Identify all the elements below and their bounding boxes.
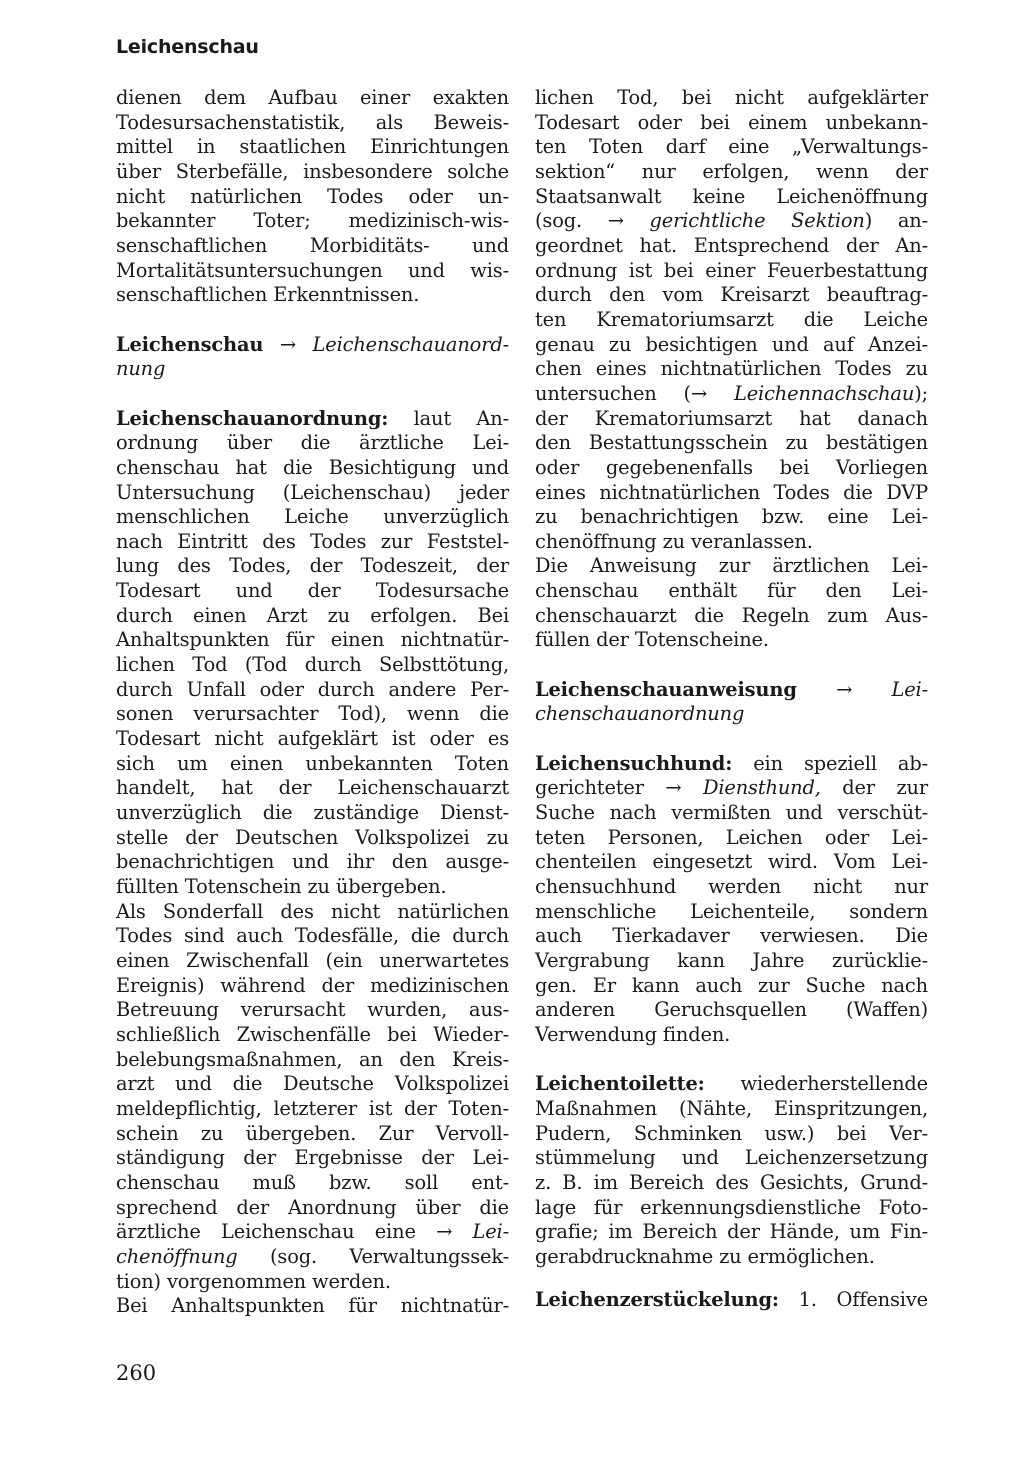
text-line: durch den vom Kreisarzt beauftrag-: [535, 283, 928, 307]
text-line: mittel in staatlichen Einrichtungen: [116, 135, 509, 159]
paragraph-gap: [535, 1270, 928, 1288]
text-line: Suche nach vermißten und verschüt-: [535, 801, 928, 825]
text-line: [535, 382, 928, 407]
text-line: sich um einen unbekannten Toten: [116, 751, 509, 775]
text-line: Todes sind auch Todesfälle, die durch: [116, 924, 509, 948]
entry-term: Leichenschauanordnung:: [116, 406, 389, 430]
text-segment: ärztliche Leichenschau eine →: [116, 1220, 473, 1244]
text-line: genau zu besichtigen und auf Anzei-: [535, 332, 928, 356]
text-line: einen Zwischenfall (ein unerwartetes: [116, 948, 509, 972]
text-line: meldepflichtig, letzterer ist der Toten-: [116, 1096, 509, 1120]
text-segment: untersuchen (→: [535, 381, 734, 405]
text-line: [116, 1220, 509, 1245]
text-segment: (sog. →: [535, 209, 650, 233]
text-line: [535, 776, 928, 801]
right-column: [535, 86, 928, 1312]
text-line: Die Anweisung zur ärztlichen Lei-: [535, 554, 928, 578]
text-line: ten Toten darf eine „Verwaltungs-: [535, 135, 928, 159]
text-segment: →: [263, 332, 313, 356]
text-line: teten Personen, Leichen oder Lei-: [535, 825, 928, 849]
paragraph-gap: [535, 727, 928, 752]
text-line: den Bestattungsschein zu bestätigen: [535, 431, 928, 455]
entry-term: Leichenschauanweisung: [535, 677, 797, 701]
text-line: chensuchhund werden nicht nur: [535, 875, 928, 898]
text-line: Todesursachenstatistik, als Beweis-: [116, 110, 509, 134]
paragraph-gap: [535, 653, 928, 678]
text-line: ten Krematoriumsarzt die Leiche: [535, 307, 928, 331]
text-line: [116, 333, 509, 358]
text-line: Verwendung finden.: [535, 1022, 731, 1046]
text-line: Pudern, Schminken usw.) bei Ver-: [535, 1121, 928, 1145]
entry-term: Leichentoilette:: [535, 1072, 705, 1096]
text-line: senschaftlichen Morbiditäts- und: [116, 233, 509, 257]
text-segment: (sog. Verwaltungssek-: [237, 1244, 509, 1268]
text-line: eines nichtnatürlichen Todes die DVP: [535, 480, 928, 504]
text-line: stelle der Deutschen Volkspolizei zu: [116, 825, 509, 849]
text-segment: 1. Offensive: [778, 1287, 928, 1311]
text-segment: laut An-: [388, 406, 509, 430]
text-segment: wiederherstellende: [704, 1072, 928, 1096]
text-line: menschliche Leichenteile, sondern: [535, 899, 928, 923]
left-column: [116, 86, 509, 1319]
entry-term: Leichenzerstückelung:: [535, 1287, 779, 1311]
text-line: [535, 1288, 928, 1313]
text-line: menschlichen Leiche unverzüglich: [116, 505, 509, 529]
page-number: 260: [116, 1361, 157, 1385]
text-line: [535, 1072, 928, 1097]
text-line: Todesart nicht aufgeklärt ist oder es: [116, 727, 509, 751]
text-line: durch einen Arzt zu erfolgen. Bei: [116, 603, 509, 627]
text-segment: gerichteter →: [535, 776, 703, 800]
text-line: anderen Geruchsquellen (Waffen): [535, 998, 928, 1022]
text-line: nach Eintritt des Todes zur Feststel-: [116, 529, 509, 553]
text-line: Betreuung verursacht wurden, aus-: [116, 998, 509, 1022]
text-line: füllen der Totenscheine.: [535, 628, 769, 652]
cross-reference: Leichenschauanord-: [312, 332, 509, 356]
text-line: belebungsmaßnahmen, an den Kreis-: [116, 1047, 509, 1071]
text-line: Anhaltspunkten für einen nichtnatür-: [116, 628, 509, 652]
text-line: schein zu übergeben. Zur Vervoll-: [116, 1121, 509, 1145]
text-line: über Sterbefälle, insbesondere solche: [116, 159, 509, 183]
cross-reference: Lei-: [472, 1220, 509, 1244]
text-line: nicht natürlichen Todes oder un-: [116, 184, 509, 208]
text-line: sprechend der Anordnung über die: [116, 1195, 509, 1219]
text-line: arzt und die Deutsche Volkspolizei: [116, 1072, 509, 1096]
text-line: lichen Tod (Tod durch Selbsttötung,: [116, 653, 509, 677]
cross-reference: Leichennachschau: [733, 381, 915, 405]
text-segment: ) an-: [864, 209, 928, 233]
text-line: handelt, hat der Leichenschauarzt: [116, 776, 509, 800]
text-line: auch Tierkadaver verwiesen. Die: [535, 924, 928, 948]
cross-reference: nung: [116, 357, 166, 381]
text-line: chen eines nichtnatürlichen Todes zu: [535, 357, 928, 381]
text-line: chenschau enthält für den Lei-: [535, 579, 928, 603]
paragraph-gap: [116, 308, 509, 333]
text-line: ordnung über die ärztliche Lei-: [116, 431, 509, 455]
text-line: tion) vorgenommen werden.: [116, 1269, 391, 1293]
text-line: lage für erkennungsdienstliche Foto-: [535, 1195, 928, 1219]
text-line: z. B. im Bereich des Gesichts, Grund-: [535, 1170, 928, 1194]
text-line: gen. Er kann auch zur Suche nach: [535, 973, 928, 997]
text-line: ständigung der Ergebnisse der Lei-: [116, 1146, 509, 1170]
text-line: durch Unfall oder durch andere Per-: [116, 677, 509, 701]
text-line: chenschau hat die Besichtigung und: [116, 455, 509, 479]
text-line: bekannter Toter; medizinisch-wis-: [116, 209, 509, 233]
cross-reference: gerichtliche Sektion: [649, 209, 865, 233]
text-segment: );: [914, 381, 928, 405]
cross-reference: chenschauanordnung: [535, 702, 745, 726]
entry-term: Leichensuchhund:: [535, 751, 733, 775]
text-line: [116, 407, 509, 432]
text-line: sektion“ nur erfolgen, wenn der: [535, 159, 928, 183]
paragraph-gap: [535, 1048, 928, 1073]
text-line: geordnet hat. Entsprechend der An-: [535, 233, 928, 257]
text-line: der Krematoriumsarzt hat danach: [535, 406, 928, 430]
text-line: senschaftlichen Erkenntnissen.: [116, 283, 420, 307]
text-segment: der zur: [820, 776, 928, 800]
running-header: Leichenschau: [116, 36, 259, 58]
text-line: chenschauarzt die Regeln zum Aus-: [535, 603, 928, 627]
text-line: [535, 678, 928, 703]
text-line: [116, 357, 509, 382]
text-line: ordnung ist bei einer Feuerbestattung: [535, 258, 928, 282]
text-line: dienen dem Aufbau einer exakten: [116, 86, 509, 109]
text-line: Bei Anhaltspunkten für nichtnatür-: [116, 1294, 509, 1318]
text-line: Ereignis) während der medizinischen: [116, 973, 509, 997]
text-line: Maßnahmen (Nähte, Einspritzungen,: [535, 1096, 928, 1120]
text-line: [535, 752, 928, 777]
text-line: Vergrabung kann Jahre zurücklie-: [535, 948, 928, 972]
cross-reference: Lei-: [891, 677, 928, 701]
text-line: chenschau muß bzw. soll ent-: [116, 1170, 509, 1194]
text-line: schließlich Zwischenfälle bei Wieder-: [116, 1022, 509, 1046]
text-line: benachrichtigen und ihr den ausge-: [116, 850, 509, 874]
text-line: chenöffnung zu veranlassen.: [535, 529, 813, 553]
text-line: unverzüglich die zuständige Dienst-: [116, 801, 509, 825]
text-line: [535, 702, 928, 727]
text-line: Todesart oder bei einem unbekann-: [535, 110, 928, 134]
text-line: Mortalitätsuntersuchungen und wis-: [116, 258, 509, 282]
text-line: gerabdrucknahme zu ermöglichen.: [535, 1244, 875, 1268]
cross-reference: Diensthund,: [702, 776, 821, 800]
text-line: [116, 1245, 509, 1270]
text-line: [535, 209, 928, 234]
text-line: Als Sonderfall des nicht natürlichen: [116, 899, 509, 923]
text-line: füllten Totenschein zu übergeben.: [116, 875, 447, 898]
entry-term: Leichenschau: [116, 332, 264, 356]
text-line: sonen verursachter Tod), wenn die: [116, 702, 509, 726]
text-line: Todesart und der Todesursache: [116, 579, 509, 603]
text-line: Untersuchung (Leichenschau) jeder: [116, 480, 509, 504]
text-line: lichen Tod, bei nicht aufgeklärter: [535, 86, 928, 109]
text-line: zu benachrichtigen bzw. eine Lei-: [535, 505, 928, 529]
text-line: Staatsanwalt keine Leichenöffnung: [535, 184, 928, 208]
text-line: oder gegebenenfalls bei Vorliegen: [535, 455, 928, 479]
text-line: grafie; im Bereich der Hände, um Fin-: [535, 1220, 928, 1244]
paragraph-gap: [116, 382, 509, 407]
cross-reference: chenöffnung: [116, 1244, 238, 1268]
text-line: stümmelung und Leichenzersetzung: [535, 1146, 928, 1170]
text-line: chenteilen eingesetzt wird. Vom Lei-: [535, 850, 928, 874]
text-line: lung des Todes, der Todeszeit, der: [116, 554, 509, 578]
text-segment: →: [796, 677, 892, 701]
text-segment: ein speziell ab-: [732, 751, 928, 775]
